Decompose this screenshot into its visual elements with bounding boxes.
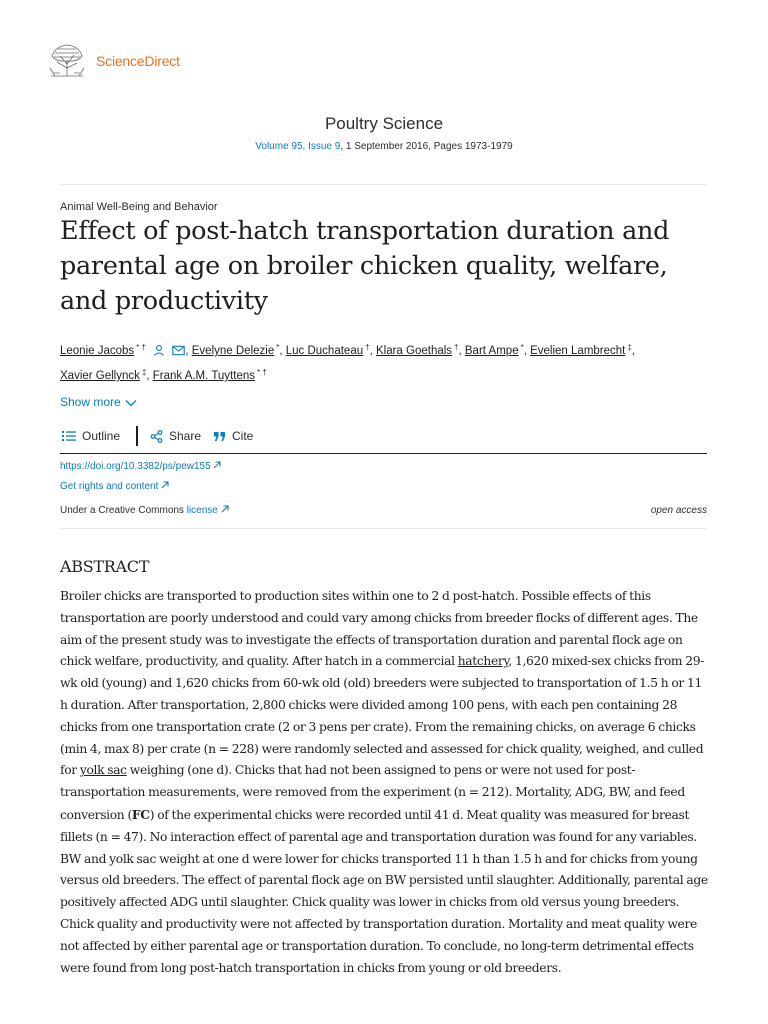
- author-affiliation: * †: [257, 368, 267, 377]
- issue-date-pages: , 1 September 2016, Pages 1973-1979: [340, 141, 513, 152]
- abstract-text-part: ) of the experimental chicks were recorded until 41 d. Meat quality was measured for breast fillets (n = 47). No interaction effect of parental age and transportation duration was found for any variables. BW and yolk sac weight at one d were lower for chicks transported 11 h than 1.5 h and for chicks from young versus old breeders. The effect of parental flock age on BW persisted until slaughter. Additionally, parental age positively affected ADG until slaughter. Chick quality was lower in chicks from old versus young breeders. Chick quality and productivity were not affected by transportation duration. Mortality and meat quality were not affected by either parental age or transportation duration. To conclude, no long-term detrimental effects were found from long post-hatch transportation in chicks from young or old breeders.: [60, 807, 708, 975]
- author-link[interactable]: Evelyne Delezie: [191, 345, 275, 357]
- license-prefix: Under a Creative Commons: [60, 505, 187, 516]
- issue-line: [0, 141, 768, 152]
- quote-icon: [214, 431, 226, 442]
- cite-label: Cite: [232, 429, 254, 443]
- term-link-yolk-sac[interactable]: yolk sac: [79, 763, 127, 778]
- open-access-badge: open access: [650, 505, 707, 516]
- author-link[interactable]: Evelien Lambrecht: [530, 345, 626, 357]
- rights-text: Get rights and content: [60, 481, 159, 492]
- license-row: [60, 505, 707, 516]
- doi-link[interactable]: [60, 461, 221, 472]
- license-link[interactable]: license: [186, 505, 218, 516]
- abstract-heading: ABSTRACT: [60, 557, 150, 576]
- email-icon[interactable]: [172, 345, 185, 356]
- toolbar-divider: [136, 426, 138, 446]
- divider: [60, 184, 707, 185]
- author-affiliation: †: [454, 343, 459, 352]
- share-button[interactable]: [150, 429, 201, 443]
- author-link[interactable]: Frank A.M. Tuyttens: [152, 370, 255, 382]
- rights-link[interactable]: [60, 481, 169, 492]
- author-link[interactable]: Bart Ampe: [464, 345, 519, 357]
- author-affiliation: *: [520, 343, 524, 352]
- share-icon: [150, 430, 163, 443]
- author-list: Leonie Jacobs * † , Evelyne Delezie *, Luc Duchateau †, Klara Goethals †, Bart Ampe *, Evelien Lambrecht ‡, Xavier Gellynck ‡, Frank A.M. Tuyttens * †: [60, 343, 636, 382]
- abstract-text-part: Broiler chicks are transported to production sites within one to 2 d post-hatch. Possible effects of this transportation are poorly understood and could vary among chicks from breeder flocks of different ages. The aim of the present study was to investigate the effects of transportation duration and parental flock age on chick welfare, productivity, and quality. After hatch in a commercial: [60, 589, 698, 669]
- author-affiliation: ‡: [627, 343, 632, 352]
- sciencedirect-logo[interactable]: ScienceDirect: [96, 53, 180, 69]
- author-link[interactable]: Leonie Jacobs: [60, 345, 135, 357]
- outline-label: Outline: [82, 429, 121, 443]
- author-link[interactable]: Xavier Gellynck: [60, 370, 140, 382]
- doi-text: https://doi.org/10.3382/ps/pew155: [60, 461, 211, 472]
- person-icon[interactable]: [153, 344, 165, 356]
- abstract-text-part: , 1,620 mixed-sex chicks from 29-wk old (young) and 1,620 chicks from 60-wk old (old) breeders were subjected to transportation of 1.5 h or 11 h duration. After transportation, 2,800 chicks were divided among 100 pens, with each pen containing 28 chicks from one transportation crate (2 or 3 pens per crate). From the remaining chicks, on average 6 chicks (min 4, max 8) per crate (n = 228) were randomly selected and assessed for chick quality, weighed, and culled for: [60, 654, 705, 778]
- journal-title[interactable]: Poultry Science: [324, 114, 444, 133]
- share-label: Share: [169, 429, 202, 443]
- abstract-text: [60, 586, 708, 986]
- author-affiliation: ‡: [141, 368, 147, 377]
- article-title: Effect of post-hatch transportation duration and parental age on broiler chicken quality, welfare, and productivity: [60, 216, 670, 316]
- elsevier-logo-icon[interactable]: [48, 42, 86, 77]
- article-toolbar: [60, 426, 707, 454]
- list-icon: [62, 430, 76, 442]
- show-more-button[interactable]: [60, 395, 137, 409]
- author-affiliation: *: [276, 343, 280, 352]
- external-link-icon: [161, 481, 169, 489]
- term-fc[interactable]: FC: [131, 806, 150, 822]
- author-link[interactable]: Luc Duchateau: [285, 345, 364, 357]
- term-link-hatchery[interactable]: hatchery: [457, 654, 509, 669]
- article-section: Animal Well-Being and Behavior: [60, 201, 218, 213]
- external-link-icon: [221, 505, 229, 513]
- author-affiliation: †: [365, 343, 370, 352]
- show-more-label: Show more: [60, 395, 121, 409]
- outline-button[interactable]: [62, 429, 120, 443]
- chevron-down-icon: [125, 398, 137, 408]
- abstract-text-part: weighing (one d). Chicks that had not been assigned to pens or were not used for post-transportation measurements, were removed from the experiment (n = 212). Mortality, ADG, BW, and feed conversion (: [60, 763, 685, 822]
- external-link-icon: [213, 461, 221, 469]
- author-link[interactable]: Klara Goethals: [375, 345, 453, 357]
- author-affiliation: * †: [136, 343, 146, 352]
- divider: [60, 528, 707, 529]
- cite-button[interactable]: [214, 429, 253, 443]
- top-bar: [0, 0, 768, 100]
- volume-issue-link[interactable]: Volume 95, Issue 9: [255, 141, 341, 152]
